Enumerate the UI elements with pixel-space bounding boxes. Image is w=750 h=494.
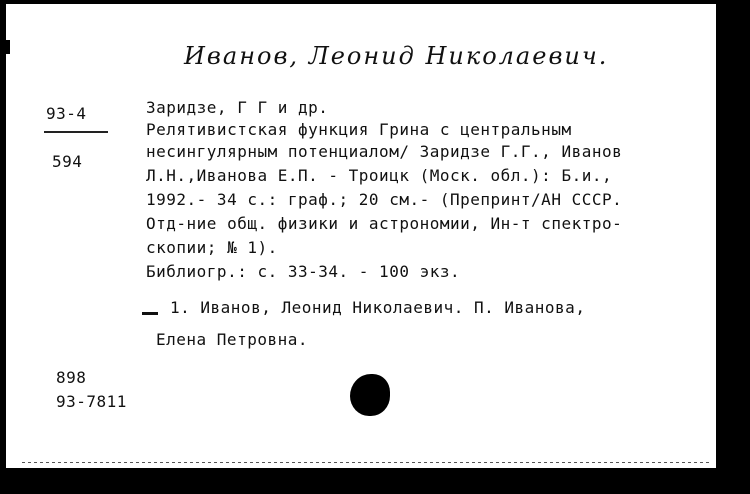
call-number: 93-4 [46, 104, 87, 123]
text-line-8: Библиогр.: с. 33-34. - 100 экз. [146, 262, 461, 281]
card-bottom-dotted-line [22, 462, 712, 463]
code-2: 93-7811 [56, 392, 127, 411]
text-line-9: 1. Иванов, Леонид Николаевич. П. Иванова, [170, 298, 586, 317]
punch-hole [350, 374, 390, 416]
handwritten-heading: Иванов, Леонид Николаевич. [184, 42, 609, 70]
call-number-rule [44, 131, 108, 133]
text-line-7: скопии; № 1). [146, 238, 278, 257]
entry-dash [142, 312, 158, 315]
text-line-4: Л.Н.,Иванова Е.П. - Троицк (Моск. обл.): Б.и., [146, 166, 613, 185]
text-line-3: несингулярным потенциалом/ Заридзе Г.Г., Иванов [146, 142, 623, 161]
text-line-5: 1992.- 34 с.: граф.; 20 см.- (Препринт/АН СССР. [146, 190, 623, 209]
call-number-2: 594 [52, 152, 83, 171]
edge-mark [6, 40, 10, 54]
text-line-10: Елена Петровна. [156, 330, 308, 349]
text-line-6: Отд-ние общ. физики и астрономии, Ин-т спектро- [146, 214, 623, 233]
text-line-2: Релятивистская функция Грина с центральным [146, 120, 572, 139]
text-line-1: Заридзе, Г Г и др. [146, 98, 329, 117]
code-1: 898 [56, 368, 87, 387]
